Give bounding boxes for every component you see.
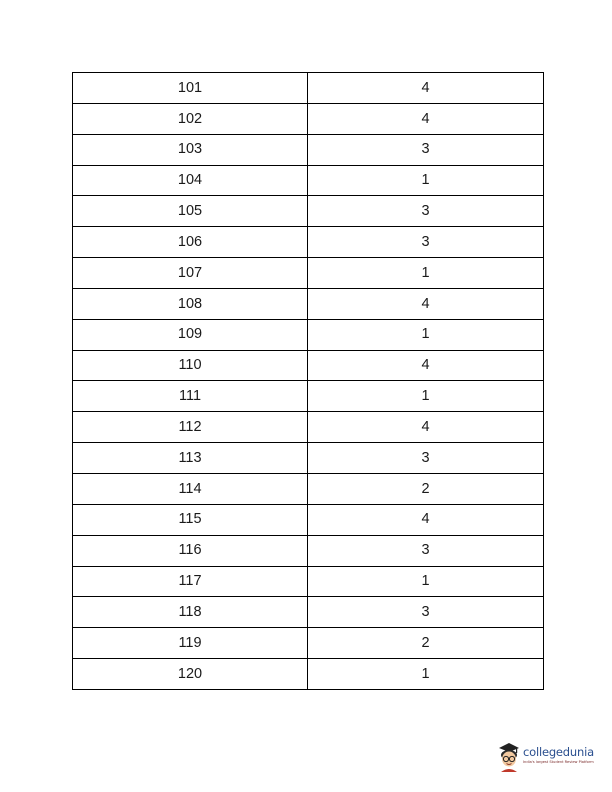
- question-number-cell: 105: [73, 196, 308, 227]
- table-row: [73, 258, 544, 289]
- answer-cell: 1: [308, 659, 544, 690]
- answer-cell: 3: [308, 227, 544, 258]
- answer-cell: 2: [308, 473, 544, 504]
- table-row: [73, 443, 544, 474]
- table-row: [73, 473, 544, 504]
- table-row: [73, 196, 544, 227]
- table-row: [73, 73, 544, 104]
- brand-tagline: India's largest Student Review Platform: [523, 760, 594, 764]
- answer-cell: 1: [308, 319, 544, 350]
- table-row: [73, 288, 544, 319]
- answer-cell: 4: [308, 288, 544, 319]
- student-avatar-icon: [496, 741, 522, 773]
- question-number-cell: 111: [73, 381, 308, 412]
- table-row: [73, 597, 544, 628]
- question-number-cell: 114: [73, 473, 308, 504]
- answer-cell: 4: [308, 504, 544, 535]
- answer-cell: 1: [308, 566, 544, 597]
- question-number-cell: 107: [73, 258, 308, 289]
- brand-name: collegedunia: [523, 745, 594, 759]
- answer-cell: 1: [308, 165, 544, 196]
- answer-cell: 3: [308, 597, 544, 628]
- table-row: [73, 319, 544, 350]
- question-number-cell: 115: [73, 504, 308, 535]
- table-row: [73, 628, 544, 659]
- table-row: [73, 535, 544, 566]
- question-number-cell: 109: [73, 319, 308, 350]
- question-number-cell: 112: [73, 412, 308, 443]
- table-row: [73, 103, 544, 134]
- answer-cell: 4: [308, 350, 544, 381]
- question-number-cell: 103: [73, 134, 308, 165]
- question-number-cell: 106: [73, 227, 308, 258]
- answer-cell: 3: [308, 134, 544, 165]
- question-number-cell: 118: [73, 597, 308, 628]
- answer-cell: 4: [308, 412, 544, 443]
- table-row: [73, 350, 544, 381]
- answer-cell: 3: [308, 535, 544, 566]
- table-row: [73, 504, 544, 535]
- table-row: [73, 165, 544, 196]
- table-row: [73, 566, 544, 597]
- question-number-cell: 104: [73, 165, 308, 196]
- answer-cell: 3: [308, 443, 544, 474]
- answer-cell: 4: [308, 103, 544, 134]
- answer-key-body: [73, 73, 544, 690]
- question-number-cell: 108: [73, 288, 308, 319]
- question-number-cell: 102: [73, 103, 308, 134]
- question-number-cell: 110: [73, 350, 308, 381]
- table-row: [73, 134, 544, 165]
- table-row: [73, 227, 544, 258]
- question-number-cell: 113: [73, 443, 308, 474]
- question-number-cell: 119: [73, 628, 308, 659]
- collegedunia-watermark: [496, 741, 608, 775]
- answer-cell: 3: [308, 196, 544, 227]
- answer-key-table: [72, 72, 544, 690]
- question-number-cell: 120: [73, 659, 308, 690]
- question-number-cell: 101: [73, 73, 308, 104]
- question-number-cell: 117: [73, 566, 308, 597]
- answer-cell: 1: [308, 381, 544, 412]
- table-row: [73, 381, 544, 412]
- answer-cell: 2: [308, 628, 544, 659]
- question-number-cell: 116: [73, 535, 308, 566]
- answer-cell: 1: [308, 258, 544, 289]
- answer-cell: 4: [308, 73, 544, 104]
- table-row: [73, 412, 544, 443]
- table-row: [73, 659, 544, 690]
